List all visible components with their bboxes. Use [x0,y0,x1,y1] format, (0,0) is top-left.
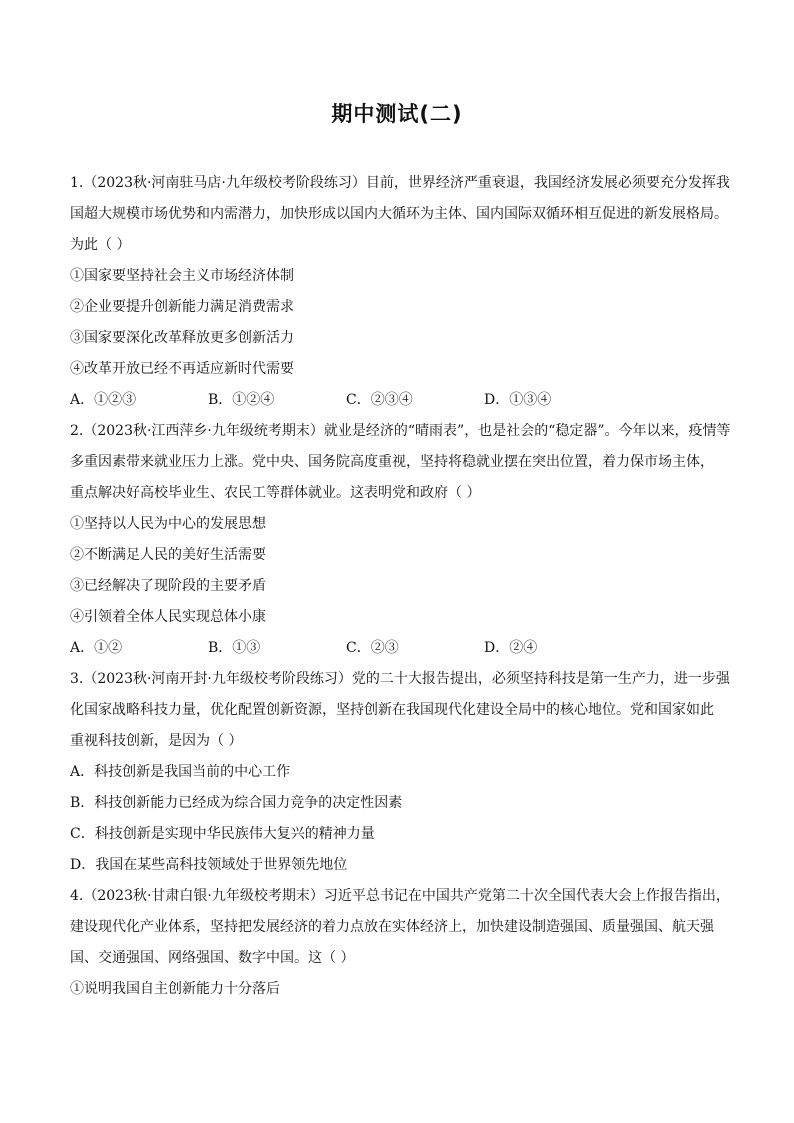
page-title: 期中测试(二) [331,102,463,126]
statement-item: ④引领着全体人民实现总体小康 [70,609,266,625]
option-a[interactable]: A．①②③ [70,392,137,408]
statement-item: ①坚持以人民为中心的发展思想 [70,516,266,532]
option-b[interactable]: B．科技创新能力已经成为综合国力竞争的决定性因素 [70,795,403,811]
option-c[interactable]: C．②③ [346,640,399,656]
statement-item: ③已经解决了现阶段的主要矛盾 [70,578,266,594]
option-b[interactable]: B．①③ [208,640,261,656]
answer-options [70,385,734,416]
option-b[interactable]: B．①②④ [208,392,275,408]
option-d[interactable]: D．②④ [484,640,538,656]
statement-item: ②不断满足人民的美好生活需要 [70,547,266,563]
answer-options [70,633,734,664]
statement-item: ①说明我国自主创新能力十分落后 [70,981,280,997]
question-stem-line: 重点解决好高校毕业生、农民工等群体就业。这表明党和政府（ ） [70,485,481,501]
statement-item: ④改革开放已经不再适应新时代需要 [70,361,294,377]
option-c[interactable]: C．科技创新是实现中华民族伟大复兴的精神力量 [70,826,375,842]
option-c[interactable]: C．②③④ [346,392,413,408]
statement-item: ③国家要深化改革释放更多创新活力 [70,330,294,346]
statement-item: ②企业要提升创新能力满足消费需求 [70,299,294,315]
question-stem-line: 1.（2023秋·河南驻马店·九年级校考阶段练习）目前，世界经济严重衰退，我国经济发展必须要充分发挥我 [70,175,730,191]
statement-item: ①国家要坚持社会主义市场经济体制 [70,268,294,284]
option-d[interactable]: D．我国在某些高科技领域处于世界领先地位 [70,857,348,873]
question-list [70,168,734,1005]
question-4 [70,881,734,1005]
question-stem-line: 国超大规模市场优势和内需潜力，加快形成以国内大循环为主体、国内国际双循环相互促进的新发展格局。 [70,206,728,222]
question-stem-line: 建设现代化产业体系，坚持把发展经济的着力点放在实体经济上，加快建设制造强国、质量强国、航天强 [70,919,714,935]
question-stem-line: 2.（2023秋·江西萍乡·九年级统考期末）就业是经济的“晴雨表”，也是社会的“稳定器”。今年以来，疫情等 [70,423,731,439]
question-stem-line: 3.（2023秋·河南开封·九年级校考阶段练习）党的二十大报告提出，必须坚持科技是第一生产力，进一步强 [70,671,730,687]
question-1 [70,168,734,416]
question-2 [70,416,734,664]
question-3 [70,664,734,881]
question-stem-line: 重视科技创新，是因为（ ） [70,733,243,749]
option-a[interactable]: A．①② [70,640,123,656]
option-d[interactable]: D．①③④ [484,392,552,408]
question-stem-line: 国、交通强国、网络强国、数字中国。这（ ） [70,950,355,966]
option-a[interactable]: A．科技创新是我国当前的中心工作 [70,764,291,780]
question-stem-line: 4.（2023秋·甘肃白银·九年级校考期末）习近平总书记在中国共产党第二十次全国代表大会上作报告指出， [70,888,730,904]
question-stem-line: 化国家战略科技力量，优化配置创新资源，坚持创新在我国现代化建设全局中的核心地位。党和国家如此 [70,702,714,718]
question-stem-line: 为此（ ） [70,237,131,253]
question-stem-line: 多重因素带来就业压力上涨。党中央、国务院高度重视，坚持将稳就业摆在突出位置，着力保市场主体， [70,454,714,470]
